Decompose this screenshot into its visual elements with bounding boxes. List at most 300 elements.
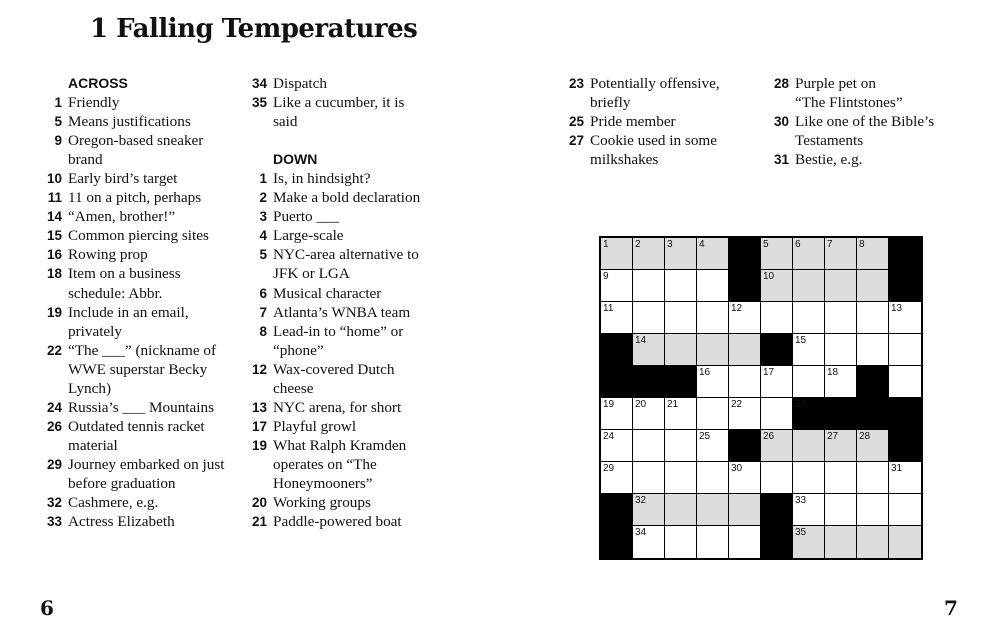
clue-number: 15 — [46, 228, 62, 244]
cell-number: 11 — [603, 303, 614, 314]
cell-number: 5 — [763, 239, 769, 250]
cell-number: 15 — [795, 335, 807, 346]
clue-column-4 — [767, 74, 967, 169]
clue-text — [273, 74, 455, 93]
clue-number: 11 — [47, 190, 62, 206]
clue-text — [273, 493, 455, 512]
cell-number: 12 — [731, 303, 743, 314]
grid-cell[interactable] — [729, 494, 761, 526]
clue-text — [795, 74, 967, 112]
grid-block — [857, 398, 889, 430]
clue-number: 9 — [54, 133, 62, 149]
clue-text — [68, 188, 240, 207]
grid-cell[interactable] — [857, 270, 889, 302]
clue-number: 23 — [568, 76, 584, 91]
clue-text-line: Is, in hindsight? — [273, 170, 371, 188]
clue-text-line: Friendly — [68, 94, 120, 112]
clue-text-line: privately — [68, 322, 122, 340]
clue-across-5 — [40, 112, 240, 131]
clue-text — [273, 398, 455, 417]
cell-number: 3 — [667, 239, 673, 250]
clue-text — [68, 455, 240, 493]
clue-number: 34 — [251, 76, 267, 91]
clue-down-1 — [245, 169, 455, 188]
clue-column-2 — [245, 74, 455, 531]
clue-down-31 — [767, 150, 967, 169]
clue-text — [273, 226, 455, 245]
grid-cell[interactable] — [697, 238, 729, 270]
clue-down-4 — [245, 226, 455, 245]
grid-block — [889, 398, 921, 430]
puzzle-title: 1 Falling Temperatures — [90, 14, 418, 44]
clue-text-line: Lynch) — [68, 379, 112, 397]
clue-text-line: Dispatch — [273, 75, 327, 92]
clue-number: 7 — [259, 304, 267, 320]
grid-block — [857, 366, 889, 398]
grid-cell[interactable] — [601, 430, 633, 462]
clue-text-line: Puerto ___ — [273, 208, 340, 226]
clue-down-21 — [245, 512, 455, 531]
cell-number: 27 — [827, 431, 839, 442]
grid-cell[interactable] — [857, 334, 889, 366]
clue-across-11 — [40, 188, 240, 207]
clue-down-28 — [767, 74, 967, 112]
grid-cell[interactable] — [601, 270, 633, 302]
clue-text-line: Item on a business — [68, 265, 181, 283]
clue-number: 31 — [773, 152, 789, 168]
grid-cell[interactable] — [761, 238, 793, 270]
cell-number: 26 — [763, 431, 775, 442]
clue-number: 33 — [46, 514, 62, 530]
clue-number: 29 — [46, 456, 62, 472]
cell-number: 28 — [859, 431, 871, 442]
clue-text — [795, 150, 967, 169]
grid-cell[interactable] — [825, 430, 857, 462]
grid-cell[interactable] — [665, 334, 697, 366]
clue-number: 22 — [46, 342, 62, 358]
grid-block — [601, 494, 633, 526]
cell-number: 17 — [763, 367, 775, 378]
clue-number: 6 — [259, 285, 267, 301]
grid-cell[interactable] — [665, 462, 697, 494]
clue-text-line: “phone” — [273, 341, 324, 359]
cell-number: 19 — [603, 399, 615, 410]
clue-text — [68, 417, 240, 455]
cell-number: 18 — [827, 367, 839, 378]
grid-block — [665, 366, 697, 398]
grid-cell[interactable] — [761, 398, 793, 430]
clue-text — [68, 493, 240, 512]
clue-text — [68, 93, 240, 112]
grid-cell[interactable] — [857, 526, 889, 558]
grid-cell[interactable] — [601, 398, 633, 430]
clue-across-33 — [40, 512, 240, 531]
grid-cell[interactable] — [857, 430, 889, 462]
clue-text-line: NYC arena, for short — [273, 398, 402, 416]
clue-text — [68, 512, 240, 531]
grid-cell[interactable] — [729, 366, 761, 398]
grid-cell[interactable] — [601, 462, 633, 494]
page-number-left: 6 — [40, 596, 54, 620]
clue-text-line: said — [273, 113, 298, 131]
clue-across-15 — [40, 226, 240, 245]
cell-number: 4 — [699, 239, 705, 250]
clue-text-line: Outdated tennis racket — [68, 417, 205, 435]
clue-text-line: Common piercing sites — [68, 227, 209, 245]
clue-text-line: Playful growl — [273, 417, 357, 435]
grid-cell[interactable] — [697, 398, 729, 430]
grid-cell[interactable] — [793, 494, 825, 526]
clue-across-29 — [40, 455, 240, 493]
grid-cell[interactable] — [857, 302, 889, 334]
clue-down-20 — [245, 493, 455, 512]
cell-number: 24 — [603, 431, 615, 442]
clue-number: 35 — [251, 95, 267, 111]
clue-across-34 — [245, 74, 455, 93]
clue-across-1 — [40, 93, 240, 112]
clue-text — [273, 207, 455, 226]
cell-number: 20 — [635, 399, 647, 410]
clue-text-line: “The Flintstones” — [795, 94, 903, 112]
grid-cell[interactable] — [697, 430, 729, 462]
clue-text-line: What Ralph Kramden — [273, 436, 407, 454]
page-number-right: 7 — [944, 596, 958, 620]
clue-number: 17 — [251, 418, 267, 434]
grid-cell[interactable] — [729, 462, 761, 494]
clue-text-line: Paddle-powered boat — [273, 513, 402, 531]
clue-text — [68, 226, 240, 245]
clue-across-32 — [40, 493, 240, 512]
clue-number: 1 — [54, 95, 62, 111]
grid-cell[interactable] — [665, 430, 697, 462]
clue-text-line: JFK or LGA — [273, 265, 350, 283]
clue-across-14 — [40, 207, 240, 226]
cell-number: 25 — [699, 431, 711, 442]
clue-number: 32 — [46, 495, 62, 511]
clue-text — [68, 398, 240, 417]
grid-block — [793, 398, 825, 430]
grid-cell[interactable] — [793, 270, 825, 302]
grid-cell[interactable] — [665, 302, 697, 334]
cell-number: 16 — [699, 367, 711, 378]
clue-text — [68, 341, 240, 398]
clue-text — [68, 245, 240, 264]
clue-text — [273, 245, 455, 283]
clue-text-line: Potentially offensive, — [590, 75, 720, 92]
clue-down-17 — [245, 417, 455, 436]
clue-down-7 — [245, 303, 455, 322]
clue-number: 5 — [259, 247, 267, 263]
cell-number: 34 — [635, 527, 647, 538]
clue-text-line: Russia’s ___ Mountains — [68, 398, 214, 416]
grid-cell[interactable] — [633, 238, 665, 270]
clue-text-line: Musical character — [273, 284, 382, 302]
cell-number: 10 — [763, 271, 775, 282]
grid-cell[interactable] — [729, 398, 761, 430]
grid-cell[interactable] — [601, 302, 633, 334]
clue-number: 10 — [46, 171, 62, 187]
grid-cell[interactable] — [761, 302, 793, 334]
grid-cell[interactable] — [793, 366, 825, 398]
clue-text-line: brand — [68, 151, 103, 169]
clue-text-line: Make a bold declaration — [273, 189, 421, 207]
clue-text — [795, 112, 967, 150]
clue-across-19 — [40, 303, 240, 341]
clue-down-19 — [245, 436, 455, 493]
clue-text-line: Like one of the Bible’s — [795, 113, 935, 131]
clue-text — [273, 360, 455, 398]
clue-number: 30 — [773, 114, 789, 130]
clue-text-line: briefly — [590, 94, 631, 112]
clue-number: 8 — [259, 323, 267, 339]
grid-block — [761, 494, 793, 526]
grid-block — [889, 430, 921, 462]
grid-cell[interactable] — [665, 270, 697, 302]
grid-block — [729, 270, 761, 302]
clue-text-line: Purple pet on — [795, 75, 876, 92]
clue-down-6 — [245, 284, 455, 303]
grid-cell[interactable] — [633, 494, 665, 526]
grid-cell[interactable] — [857, 494, 889, 526]
clue-number: 27 — [568, 133, 584, 149]
clue-number: 2 — [259, 190, 267, 206]
grid-cell[interactable] — [697, 494, 729, 526]
clue-text — [68, 131, 240, 169]
grid-cell[interactable] — [889, 462, 921, 494]
clue-down-27 — [562, 131, 762, 169]
grid-cell[interactable] — [633, 430, 665, 462]
clue-number: 19 — [251, 437, 267, 453]
clue-text — [68, 169, 240, 188]
clue-text-line: Pride member — [590, 113, 676, 131]
clue-number: 14 — [46, 209, 62, 225]
grid-cell[interactable] — [761, 462, 793, 494]
clue-across-16 — [40, 245, 240, 264]
clue-across-10 — [40, 169, 240, 188]
clue-text-line: Like a cucumber, it is — [273, 94, 405, 112]
clue-number: 12 — [251, 361, 267, 377]
grid-cell[interactable] — [889, 302, 921, 334]
clue-text — [273, 303, 455, 322]
grid-cell[interactable] — [729, 526, 761, 558]
clue-text — [68, 112, 240, 131]
grid-cell[interactable] — [697, 462, 729, 494]
clue-text-line: Working groups — [273, 494, 371, 512]
clue-across-18 — [40, 264, 240, 302]
grid-block — [761, 526, 793, 558]
grid-cell[interactable] — [633, 526, 665, 558]
clue-text — [273, 93, 455, 131]
grid-cell[interactable] — [793, 462, 825, 494]
clue-text — [68, 303, 240, 341]
clue-text-line: NYC-area alternative to — [273, 246, 419, 264]
clue-text — [273, 284, 455, 303]
cell-number: 32 — [635, 495, 647, 506]
clue-column-3 — [562, 74, 762, 169]
clue-text — [68, 207, 240, 226]
cell-number: 13 — [891, 303, 903, 314]
clue-text — [590, 131, 762, 169]
clue-text-line: 11 on a pitch, perhaps — [68, 189, 202, 207]
grid-cell[interactable] — [761, 366, 793, 398]
grid-cell[interactable] — [729, 334, 761, 366]
clue-across-35 — [245, 93, 455, 131]
grid-block — [729, 238, 761, 270]
grid-cell[interactable] — [697, 526, 729, 558]
grid-block — [889, 270, 921, 302]
clue-text-line: WWE superstar Becky — [68, 360, 208, 378]
cell-number: 35 — [795, 527, 807, 538]
grid-cell[interactable] — [633, 334, 665, 366]
grid-cell[interactable] — [825, 270, 857, 302]
clue-across-26 — [40, 417, 240, 455]
cell-number: 30 — [731, 463, 743, 474]
clue-down-30 — [767, 112, 967, 150]
grid-cell[interactable] — [825, 494, 857, 526]
grid-cell[interactable] — [793, 526, 825, 558]
grid-cell[interactable] — [665, 398, 697, 430]
grid-cell[interactable] — [825, 526, 857, 558]
clue-text-line: Actress Elizabeth — [68, 513, 175, 531]
cell-number: 33 — [795, 495, 807, 506]
clue-text-line: “Amen, brother!” — [68, 208, 176, 226]
grid-cell[interactable] — [697, 334, 729, 366]
grid-cell[interactable] — [889, 334, 921, 366]
grid-cell[interactable] — [825, 366, 857, 398]
grid-cell[interactable] — [889, 526, 921, 558]
grid-cell[interactable] — [761, 270, 793, 302]
clue-text — [590, 74, 762, 112]
clue-number: 21 — [251, 514, 267, 530]
clue-number: 18 — [46, 266, 62, 282]
cell-number: 29 — [603, 463, 615, 474]
grid-cell[interactable] — [665, 238, 697, 270]
clue-number: 25 — [568, 114, 584, 130]
grid-cell[interactable] — [665, 526, 697, 558]
down-heading: DOWN — [273, 151, 318, 168]
clue-text-line: milkshakes — [590, 151, 659, 169]
clue-number: 24 — [46, 399, 62, 415]
grid-cell[interactable] — [697, 302, 729, 334]
grid-cell[interactable] — [857, 462, 889, 494]
grid-block — [601, 334, 633, 366]
clue-number: 3 — [259, 209, 267, 225]
grid-cell[interactable] — [697, 270, 729, 302]
grid-cell[interactable] — [633, 302, 665, 334]
clue-text-line: Atlanta’s WNBA team — [273, 303, 411, 321]
clue-number: 4 — [259, 228, 267, 244]
cell-number: 6 — [795, 239, 801, 250]
clue-number: 19 — [46, 304, 62, 320]
grid-cell[interactable] — [761, 430, 793, 462]
section-spacer — [245, 131, 455, 150]
clue-text — [68, 264, 240, 302]
grid-cell[interactable] — [793, 238, 825, 270]
grid-cell[interactable] — [793, 334, 825, 366]
grid-cell[interactable] — [633, 398, 665, 430]
clue-text-line: Early bird’s target — [68, 170, 178, 188]
clue-down-3 — [245, 207, 455, 226]
clue-down-5 — [245, 245, 455, 283]
cell-number: 9 — [603, 271, 609, 282]
clue-text-line: Oregon-based sneaker — [68, 132, 204, 150]
clue-text-line: Testaments — [795, 132, 864, 150]
cell-number: 2 — [635, 239, 641, 250]
grid-cell[interactable] — [601, 238, 633, 270]
grid-block — [761, 334, 793, 366]
clue-text-line: “The ___” (nickname of — [68, 341, 217, 359]
clue-number: 5 — [54, 114, 62, 130]
clue-text-line: cheese — [273, 379, 314, 397]
grid-cell[interactable] — [825, 302, 857, 334]
grid-cell[interactable] — [857, 238, 889, 270]
grid-block — [601, 366, 633, 398]
grid-cell[interactable] — [793, 302, 825, 334]
clue-text-line: material — [68, 436, 118, 454]
grid-cell[interactable] — [633, 462, 665, 494]
grid-cell[interactable] — [889, 494, 921, 526]
grid-cell[interactable] — [729, 302, 761, 334]
clue-text-line: Bestie, e.g. — [795, 151, 863, 169]
cell-number: 7 — [827, 239, 833, 250]
grid-cell[interactable] — [633, 270, 665, 302]
clue-text — [273, 169, 455, 188]
clue-text-line: Journey embarked on just — [68, 455, 225, 473]
across-heading: ACROSS — [68, 75, 128, 91]
clue-down-25 — [562, 112, 762, 131]
grid-block — [889, 238, 921, 270]
clue-text-line: Cashmere, e.g. — [68, 494, 159, 512]
grid-cell[interactable] — [825, 238, 857, 270]
grid-cell[interactable] — [697, 366, 729, 398]
grid-cell[interactable] — [665, 494, 697, 526]
clue-text-line: before graduation — [68, 474, 176, 492]
clue-text-line: Means justifications — [68, 113, 191, 131]
crossword-grid[interactable] — [599, 236, 923, 560]
grid-cell[interactable] — [889, 366, 921, 398]
clue-text-line: Cookie used in some — [590, 132, 717, 150]
grid-cell[interactable] — [793, 430, 825, 462]
grid-cell[interactable] — [825, 462, 857, 494]
clue-number: 1 — [259, 171, 267, 187]
clue-number: 26 — [46, 418, 62, 434]
clue-across-9 — [40, 131, 240, 169]
clue-across-22 — [40, 341, 240, 398]
clue-text — [590, 112, 762, 131]
clue-text — [273, 512, 455, 531]
grid-block — [633, 366, 665, 398]
clue-text-line: Include in an email, — [68, 303, 189, 321]
clue-text-line: Rowing prop — [68, 246, 148, 264]
clue-text-line: Wax-covered Dutch — [273, 360, 395, 378]
clue-text — [273, 417, 455, 436]
clue-text-line: operates on “The — [273, 455, 377, 473]
cell-number: 23 — [795, 399, 807, 410]
clue-text-line: schedule: Abbr. — [68, 284, 163, 302]
clue-down-13 — [245, 398, 455, 417]
cell-number: 1 — [603, 239, 609, 250]
clue-number: 13 — [251, 399, 267, 415]
clue-text-line: Large-scale — [273, 227, 344, 245]
clue-down-12 — [245, 360, 455, 398]
clue-number: 28 — [773, 76, 789, 91]
grid-cell[interactable] — [825, 334, 857, 366]
clue-across-24 — [40, 398, 240, 417]
grid-block — [825, 398, 857, 430]
clue-text-line: Lead-in to “home” or — [273, 322, 404, 340]
clue-text — [273, 322, 455, 360]
clue-number: 16 — [46, 247, 62, 263]
